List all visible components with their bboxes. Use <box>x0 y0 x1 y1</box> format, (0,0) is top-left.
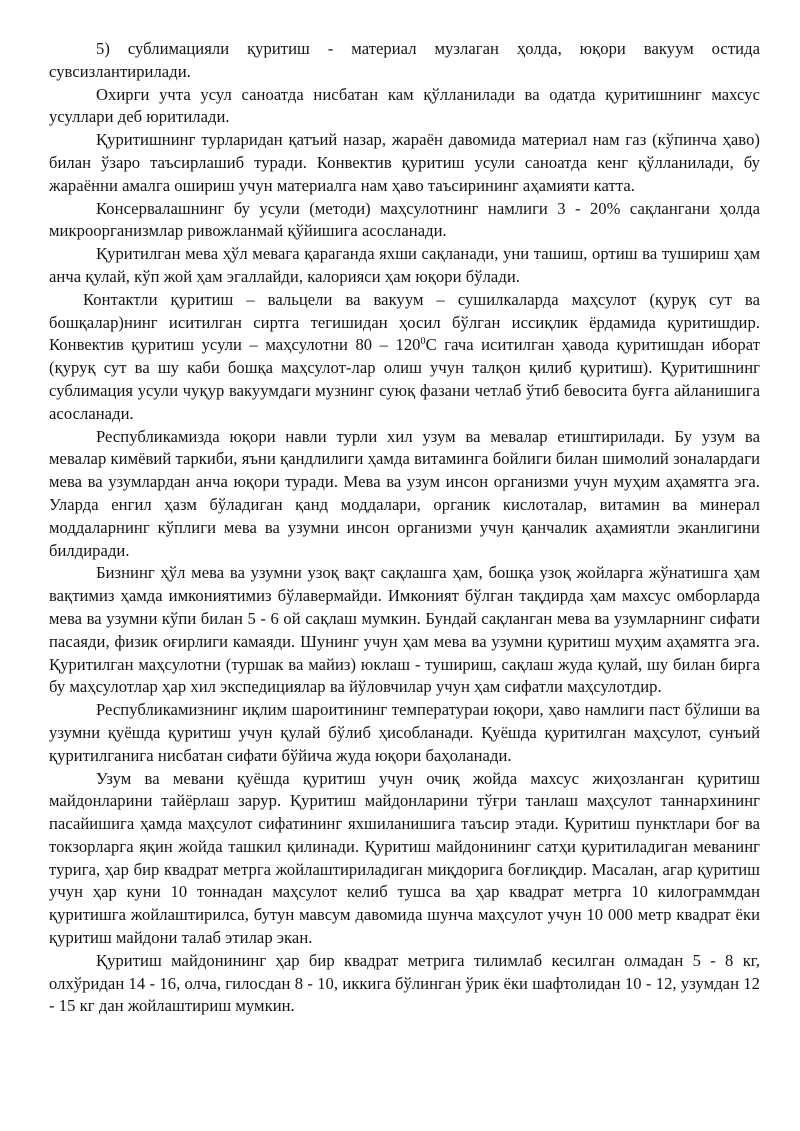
paragraph-republic-grapes: Республикамизда юқори навли турли хил узум ва мевалар етиштирилади. Бу узум ва мевалар кимёвий таркиби, яъни қандлилиги ҳамда витаминга бойлиги билан шимолий зоналардаги мева ва узумлардан анча юқори туради. Мева ва узум инсон организми учун муҳим аҳамятга эга. Уларда енгил ҳазм бўладиган қанд моддалари, органик кислоталар, витамин ва минерал моддаларнинг кўплиги мева ва узумни инсон организми учун қанчалик аҳамиятли эканлигини билдиради. <box>49 426 760 560</box>
paragraph-sun-drying-area: Узум ва мевани қуёшда қуритиш учун очиқ жойда махсус жиҳозланган қуритиш майдонларини тайёрлаш зарур. Қуритиш майдонларини тўғри танлаш маҳсулот таннархининг пасайишига ҳамда маҳсулот сифатининг яхшиланишига таъсир этади. Қуритиш пунктлари боғ ва токзорларга яқин жойда ташкил қилинади. Қуритиш майдонининг сатҳи қуритиладиган меванинг турига, ҳар бир квадрат метрга жойлаштириладиган миқдорига боғлиқдир. Масалан, агар қуритиш учун ҳар куни 10 тоннадан маҳсулот келиб тушса ва ҳар квадрат метрга 10 килограммдан қуритишга жойлаштирилса, бутун мавсум давомида шунча маҳсулот учун 10 000 метр квадрат ёки қуритиш майдони талаб этилар экан. <box>49 768 760 948</box>
paragraph-preservation: Консервалашнинг бу усули (методи) маҳсулотнинг намлиги 3 - 20% сақлангани ҳолда микроорганизмлар ривожланмай қўйишига асосланади. <box>49 198 760 241</box>
contact-drying-text-end: С гача иситилган ҳавода қуритишдан иборат (қуруқ сут ва шу каби бошқа маҳсулот-лар олиш учун талқон қилиб қуритиш). Қуритишнинг сублимация усули чуқур вакуумдаги музнинг суюқ фазани четлаб ўтиб бевосита буғга айланишига асосланади. <box>49 335 760 423</box>
paragraph-contact-drying <box>49 289 760 426</box>
paragraph-storage: Бизнинг ҳўл мева ва узумни узоқ вақт сақлашга ҳам, бошқа узоқ жойларга жўнатишга ҳам вақтимиз ҳамда имкониятимиз бўлавермайди. Имконият бўлган тақдирда ҳам махсус омборларда мева ва узумни кўпи билан 5 - 6 ой сақлаш мумкин. Бундай сақланган мева ва узумларнинг сифати пасаяди, физик оғирлиги камаяди. Шунинг учун ҳам мева ва узумни қуритиш муҳим аҳамятга эга. Қуритилган маҳсулотни (туршак ва майиз) юклаш - тушириш, сақлаш жуда қулай, шу билан бирга бу маҳсулотлар ҳар хил экспедициялар ва йўловчилар учун ҳам сифатли маҳсулотдир. <box>49 563 760 697</box>
paragraph-dried-fruit: Қуритилган мева ҳўл мевага қараганда яхши сақланади, уни ташиш, ортиш ва тушириш ҳам анча қулай, кўп жой ҳам эгаллайди, калорияси ҳам юқори бўлади. <box>49 244 760 286</box>
degree-superscript: 0 <box>420 336 426 348</box>
paragraph-special-methods: Охирги учта усул саноатда нисбатан кам қўлланилади ва одатда қуритишнинг махсус усуллари деб юритилади. <box>49 84 760 127</box>
contact-drying-text-start: Контактли қуритиш – вальцели ва вакуум – сушилкаларда маҳсулот (қуруқ сут ва бошқалар)нинг иситилган сиртга тегишидан ҳосил бўлган иссиқлик ёрдамида қуритишдир. Конвектив қуритиш усули – маҳсулотни 80 – 120 <box>49 289 760 355</box>
paragraph-loading-norms: Қуритиш майдонининг ҳар бир квадрат метрига тилимлаб кесилган олмадан 5 - 8 кг, олхўридан 14 - 16, олча, гилосдан 8 - 10, иккига бўлинган ўрик ёки шафтолидан 10 - 12, узумдан 12 - 15 кг дан жойлаштириш мумкин. <box>49 950 760 1016</box>
paragraph-sublimation: 5) сублимацияли қуритиш - материал музлаган ҳолда, юқори вакуум остида сувсизлантирилади. <box>49 39 760 81</box>
paragraph-convective-drying: Қуритишнинг турларидан қатъий назар, жараён давомида материал нам газ (кўпинча ҳаво) билан ўзаро таъсирлашиб туради. Конвектив қуритиш усули саноатда кенг қўлланилади, бу жараённи амалга ошириш учун материалга нам ҳаво таъсирининг аҳамияти катта. <box>49 130 760 195</box>
paragraph-climate: Республикамизнинг иқлим шароитининг температураи юқори, ҳаво намлиги паст бўлиши ва узумни қуёшда қуритиш учун қулай бўлиб ҳисобланади. Қуёшда қуритилган маҳсулот, сунъий қуритилганига нисбатан сифати бўйича жуда юқори баҳоланади. <box>49 700 760 765</box>
